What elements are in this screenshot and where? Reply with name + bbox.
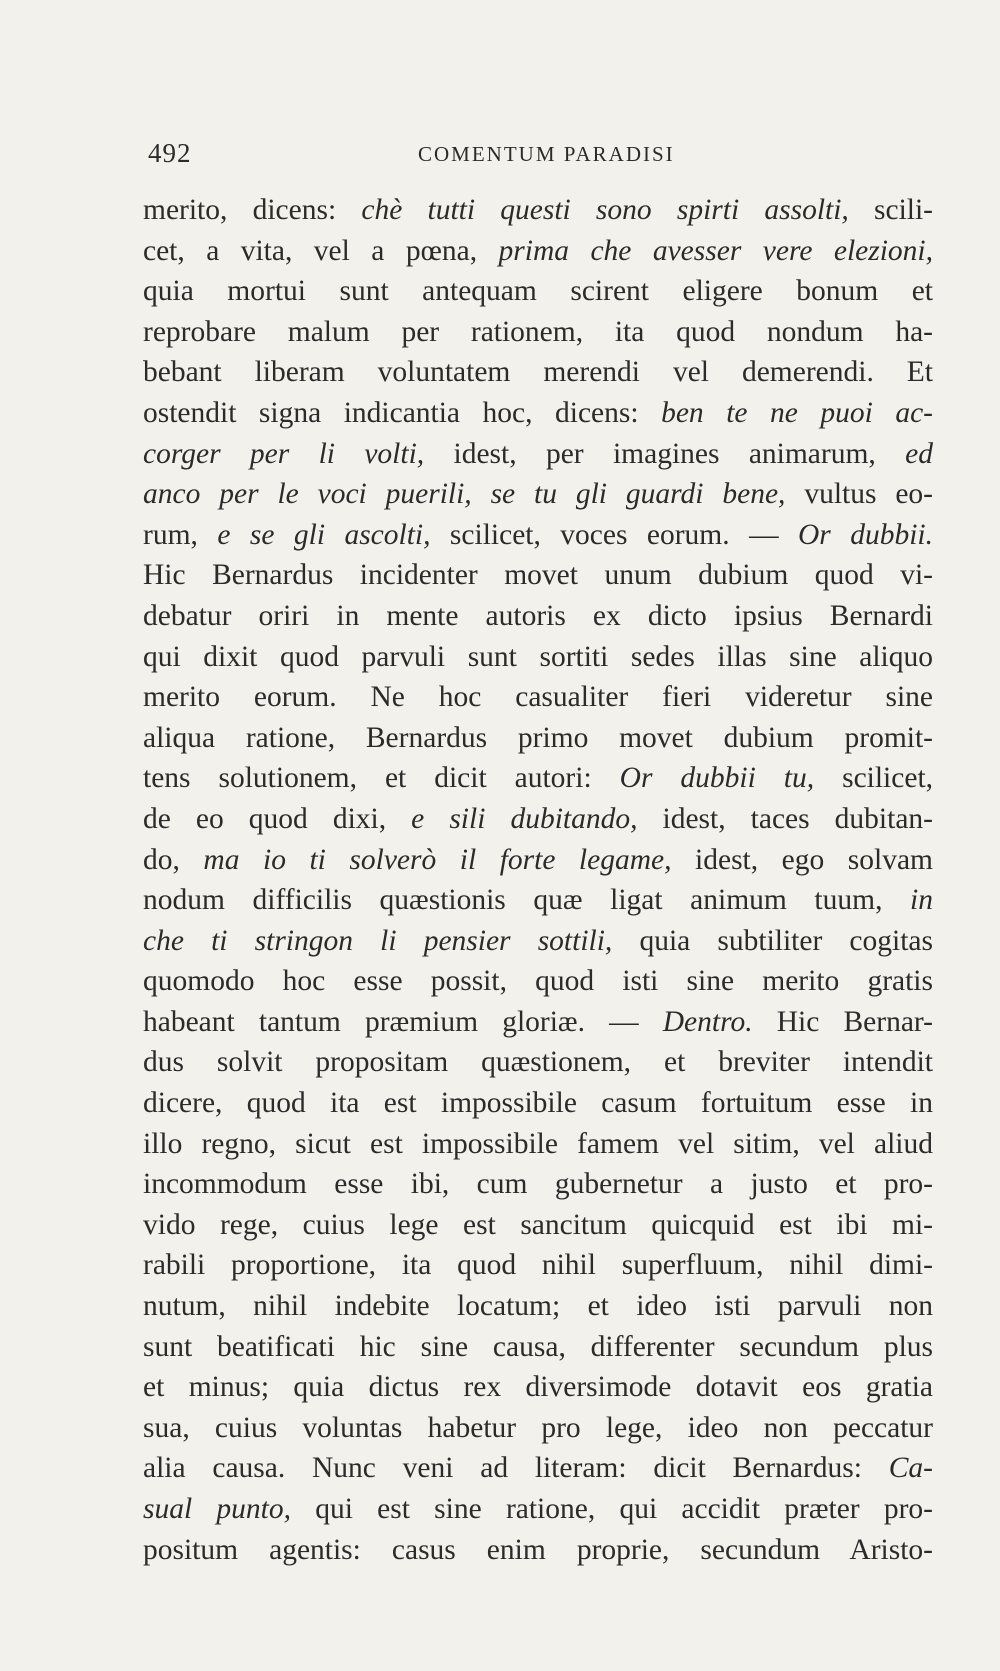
text-line — [143, 1327, 933, 1368]
text-line — [143, 758, 933, 799]
text-segment: scilicet, — [814, 762, 934, 795]
text-line — [143, 880, 933, 921]
commentary-text — [143, 190, 933, 1570]
text-line — [143, 271, 933, 312]
text-line — [143, 1367, 933, 1408]
text-line — [143, 1002, 933, 1043]
text-segment: de eo quod dixi, — [143, 802, 412, 835]
text-segment: illo regno, sicut est impossibile famem vel sitim, vel aliud — [143, 1127, 933, 1160]
text-segment: bebant liberam voluntatem merendi vel demerendi. Et — [143, 356, 933, 389]
text-line — [143, 1124, 933, 1165]
text-segment: vido rege, cuius lege est sancitum quicquid est ibi mi- — [143, 1208, 933, 1241]
text-segment: rum, — [143, 518, 218, 551]
text-line — [143, 555, 933, 596]
text-segment: qui dixit quod parvuli sunt sortiti sedes illas sine aliquo — [143, 640, 933, 673]
text-segment: merito eorum. Ne hoc casualiter fieri videretur sine — [143, 681, 933, 714]
text-line — [143, 1245, 933, 1286]
italic-quotation: prima che avesser vere elezioni, — [498, 234, 933, 267]
text-line — [143, 596, 933, 637]
text-line — [143, 921, 933, 962]
italic-quotation: ma io ti solverò il forte legame, — [203, 843, 672, 876]
text-segment: sunt beatificati hic sine causa, differenter secundum plus — [143, 1330, 933, 1363]
text-segment: incommodum esse ibi, cum gubernetur a justo et pro- — [143, 1168, 933, 1201]
text-line — [143, 312, 933, 353]
text-segment: et minus; quia dictus rex diversimode dotavit eos gratia — [143, 1371, 933, 1404]
text-line — [143, 799, 933, 840]
italic-quotation: chè tutti questi sono spirti assolti, — [361, 194, 849, 226]
text-line — [143, 1042, 933, 1083]
text-line — [143, 231, 933, 272]
italic-quotation: ben te ne puoi ac- — [661, 396, 933, 429]
running-title: COMENTUM PARADISI — [418, 142, 675, 166]
text-segment: nodum difficilis quæstionis quæ ligat animum tuum, — [143, 884, 911, 917]
text-line — [143, 1448, 933, 1489]
text-line — [143, 677, 933, 718]
italic-quotation: e se gli ascolti, — [217, 518, 431, 551]
text-segment: cet, a vita, vel a pœna, — [143, 234, 499, 267]
text-segment: idest, ego solvam — [671, 843, 933, 876]
text-segment: nutum, nihil indebite locatum; et ideo isti parvuli non — [143, 1290, 933, 1323]
text-line — [143, 637, 933, 678]
italic-quotation: in — [910, 884, 933, 917]
text-segment: dicere, quod ita est impossibile casum fortuitum esse in — [143, 1087, 933, 1120]
italic-quotation: Or dubbii. — [798, 518, 933, 551]
italic-quotation: anco per le voci puerili, se tu gli guardi bene, — [143, 478, 786, 511]
italic-quotation: corger per li volti, — [143, 437, 425, 470]
text-line — [143, 434, 933, 475]
text-line — [143, 718, 933, 759]
italic-quotation: Or dubbii tu, — [619, 762, 815, 795]
italic-quotation: sual punto, — [143, 1493, 291, 1525]
text-line — [143, 1164, 933, 1205]
text-line — [143, 393, 933, 434]
text-line — [143, 474, 933, 515]
text-line — [143, 1205, 933, 1246]
italic-quotation: e sili dubitando, — [411, 802, 638, 835]
text-segment: positum agentis: casus enim proprie, secundum Aristo- — [143, 1533, 933, 1566]
text-line — [143, 1286, 933, 1327]
text-line — [143, 1408, 933, 1449]
text-segment: scilicet, voces eorum. — — [430, 518, 798, 551]
text-segment: quia mortui sunt antequam scirent eligere bonum et — [143, 275, 933, 308]
text-segment: reprobare malum per rationem, ita quod nondum ha- — [143, 315, 933, 348]
text-line — [143, 515, 933, 556]
italic-quotation: Dentro. — [662, 1005, 753, 1038]
text-segment: tens solutionem, et dicit autori: — [143, 762, 620, 795]
text-line — [143, 961, 933, 1002]
text-segment: habeant tantum præmium gloriæ. — — [143, 1005, 663, 1038]
page-header — [148, 138, 928, 178]
text-segment: Hic Bernar- — [752, 1005, 933, 1038]
text-segment: vultus eo- — [785, 478, 934, 511]
text-segment: ostendit signa indicantia hoc, dicens: — [143, 396, 662, 429]
text-segment: dus solvit propositam quæstionem, et breviter intendit — [143, 1046, 933, 1079]
text-line — [143, 352, 933, 393]
text-segment: idest, per imagines animarum, — [424, 437, 906, 470]
text-line — [143, 1083, 933, 1124]
text-segment: Hic Bernardus incidenter movet unum dubium quod vi- — [143, 559, 933, 592]
text-segment: merito, dicens: — [143, 194, 362, 226]
text-segment: quomodo hoc esse possit, quod isti sine merito gratis — [143, 965, 933, 998]
text-segment: aliqua ratione, Bernardus primo movet dubium promit- — [143, 721, 933, 754]
italic-quotation: ed — [905, 437, 933, 470]
text-segment: do, — [143, 843, 204, 876]
text-segment: debatur oriri in mente autoris ex dicto ipsius Bernardi — [143, 599, 933, 632]
text-line — [143, 840, 933, 881]
text-line — [143, 1530, 933, 1571]
page-number: 492 — [148, 138, 192, 168]
text-segment: idest, taces dubitan- — [637, 802, 933, 835]
text-line — [143, 190, 933, 231]
text-segment: quia subtiliter cogitas — [612, 924, 933, 957]
italic-quotation: che ti stringon li pensier sottili, — [143, 924, 613, 957]
text-segment: scili- — [848, 194, 933, 226]
italic-quotation: Ca- — [888, 1452, 933, 1485]
text-segment: rabili proportione, ita quod nihil superfluum, nihil dimi- — [143, 1249, 933, 1282]
text-line — [143, 1489, 933, 1530]
text-segment: sua, cuius voluntas habetur pro lege, ideo non peccatur — [143, 1411, 933, 1444]
text-segment: alia causa. Nunc veni ad literam: dicit Bernardus: — [143, 1452, 889, 1485]
text-segment: qui est sine ratione, qui accidit præter pro- — [291, 1493, 934, 1525]
